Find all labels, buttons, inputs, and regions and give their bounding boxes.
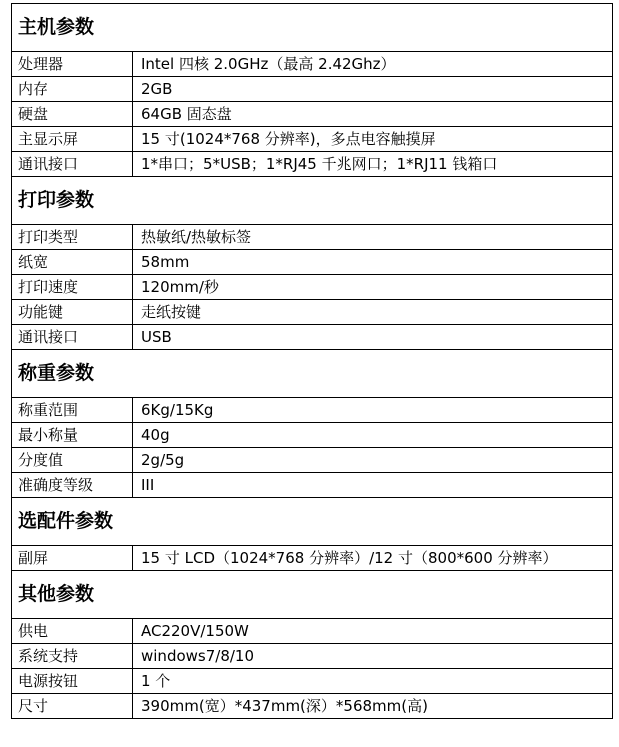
table-row: [12, 398, 613, 423]
spec-label: 打印速度: [12, 275, 133, 300]
spec-label: 打印类型: [12, 225, 133, 250]
table-row: [12, 52, 613, 77]
section-title: 其他参数: [12, 571, 613, 619]
table-row: [12, 152, 613, 177]
spec-label: 尺寸: [12, 694, 133, 719]
section-title: 打印参数: [12, 177, 613, 225]
table-row: [12, 127, 613, 152]
spec-label: 称重范围: [12, 398, 133, 423]
table-row: [12, 546, 613, 571]
spec-value: 120mm/秒: [133, 275, 613, 300]
table-row: [12, 694, 613, 719]
spec-label: 主显示屏: [12, 127, 133, 152]
table-row: [12, 300, 613, 325]
spec-label: 纸宽: [12, 250, 133, 275]
spec-label: 内存: [12, 77, 133, 102]
section-title: 称重参数: [12, 350, 613, 398]
table-row: [12, 325, 613, 350]
table-row: [12, 102, 613, 127]
spec-value: 热敏纸/热敏标签: [133, 225, 613, 250]
spec-value: 15 寸 LCD（1024*768 分辨率）/12 寸（800*600 分辨率）: [133, 546, 613, 571]
spec-value: 2GB: [133, 77, 613, 102]
spec-value: 6Kg/15Kg: [133, 398, 613, 423]
spec-label: 处理器: [12, 52, 133, 77]
table-row: [12, 275, 613, 300]
table-row: [12, 423, 613, 448]
section-header-row: [12, 498, 613, 546]
section-header-row: [12, 177, 613, 225]
section-title: 选配件参数: [12, 498, 613, 546]
spec-value: 1*串口；5*USB；1*RJ45 千兆网口；1*RJ11 钱箱口: [133, 152, 613, 177]
spec-value: 390mm(宽）*437mm(深）*568mm(高): [133, 694, 613, 719]
spec-label: 副屏: [12, 546, 133, 571]
spec-label: 硬盘: [12, 102, 133, 127]
spec-label: 通讯接口: [12, 325, 133, 350]
table-row: [12, 619, 613, 644]
spec-table-body: [12, 4, 613, 719]
spec-label: 系统支持: [12, 644, 133, 669]
spec-value: 2g/5g: [133, 448, 613, 473]
table-row: [12, 644, 613, 669]
table-row: [12, 448, 613, 473]
spec-label: 准确度等级: [12, 473, 133, 498]
spec-value: 58mm: [133, 250, 613, 275]
section-header-row: [12, 350, 613, 398]
spec-value: 64GB 固态盘: [133, 102, 613, 127]
table-row: [12, 250, 613, 275]
spec-label: 电源按钮: [12, 669, 133, 694]
spec-label: 通讯接口: [12, 152, 133, 177]
table-row: [12, 77, 613, 102]
table-row: [12, 225, 613, 250]
spec-label: 最小称量: [12, 423, 133, 448]
spec-value: windows7/8/10: [133, 644, 613, 669]
table-row: [12, 473, 613, 498]
spec-label: 功能键: [12, 300, 133, 325]
spec-table: [11, 3, 613, 719]
spec-value: III: [133, 473, 613, 498]
spec-label: 供电: [12, 619, 133, 644]
spec-value: Intel 四核 2.0GHz（最高 2.42Ghz）: [133, 52, 613, 77]
spec-value: USB: [133, 325, 613, 350]
section-header-row: [12, 4, 613, 52]
spec-value: 15 寸(1024*768 分辨率)，多点电容触摸屏: [133, 127, 613, 152]
spec-value: 40g: [133, 423, 613, 448]
spec-label: 分度值: [12, 448, 133, 473]
spec-value: 走纸按键: [133, 300, 613, 325]
section-title: 主机参数: [12, 4, 613, 52]
spec-value: 1 个: [133, 669, 613, 694]
section-header-row: [12, 571, 613, 619]
spec-value: AC220V/150W: [133, 619, 613, 644]
table-row: [12, 669, 613, 694]
